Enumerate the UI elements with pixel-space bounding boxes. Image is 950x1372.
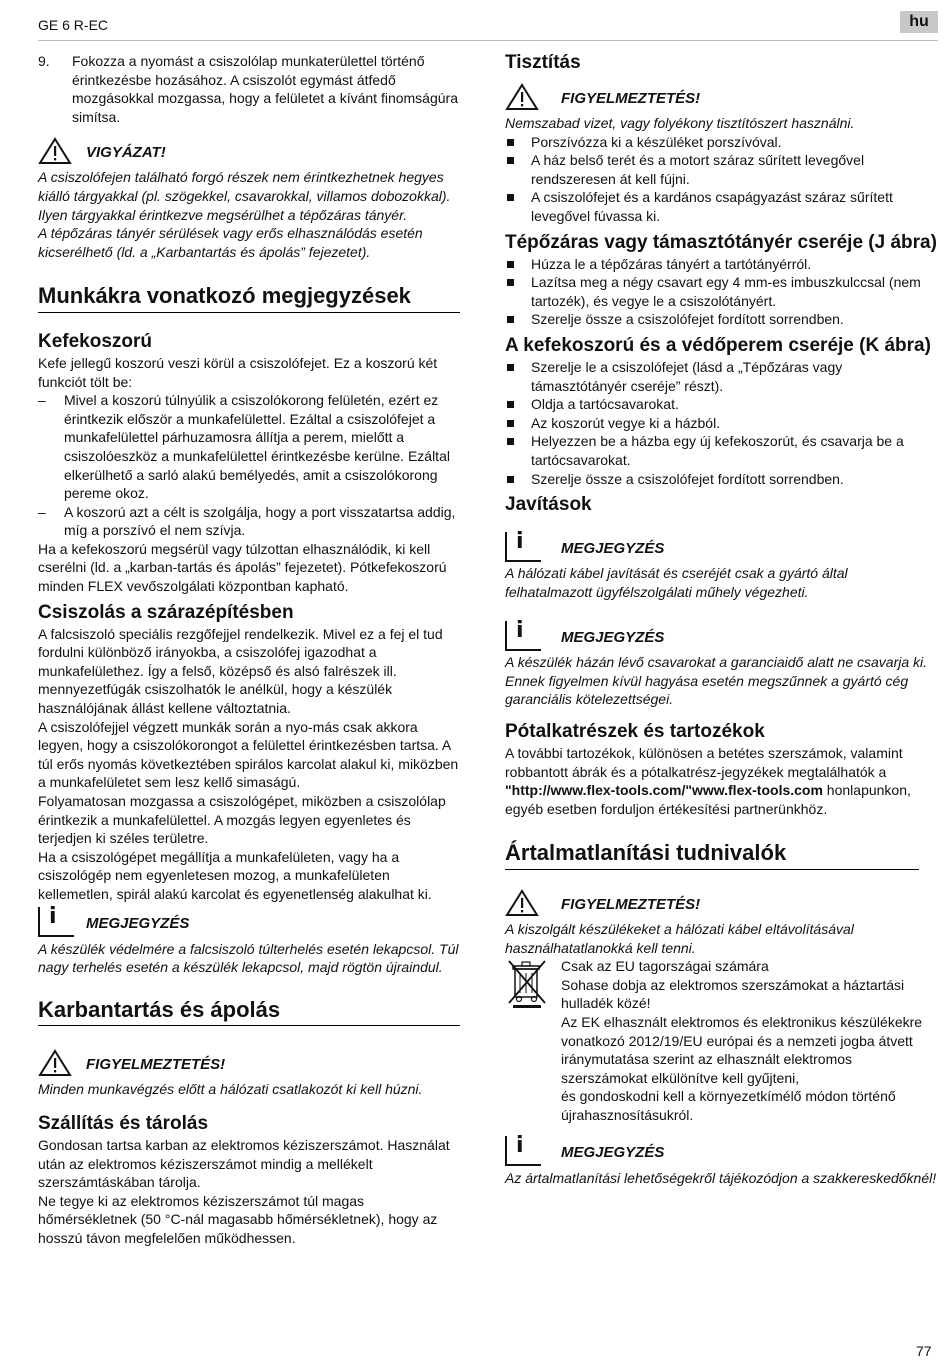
list-item [505, 470, 937, 489]
paragraph: Csak az EU tagországai számára [561, 958, 769, 975]
text-span: honlapunkon, egyéb esetben forduljon értékesítési partnerünkhöz. [505, 782, 911, 817]
heading-transport: Szállítás és tárolás [38, 1112, 209, 1134]
note-label: MEGJEGYZÉS [561, 1144, 665, 1162]
note-header [505, 617, 937, 653]
list-item-text: Szerelje össze a csiszolófejet fordított sorrendben. [531, 470, 844, 487]
website-link[interactable]: "http://www.flex-tools.com/"www.flex-tools.com [505, 782, 823, 799]
left-column [38, 52, 460, 1248]
warning-triangle-icon [38, 1049, 86, 1082]
heading-spare-parts: Pótalkatrészek és tartozékok [505, 721, 765, 743]
paragraph: Sohase dobja az elektromos szerszámokat a háztartási hulladék közé! [561, 976, 905, 1012]
note-text: A hálózati kábel javítását és cseréjét csak a gyártó által felhatalmazott ügyfélszolgálati műhely végezheti. [505, 565, 848, 600]
list-item-text: Az koszorút vegye ki a házból. [531, 414, 721, 431]
paragraph: és gondoskodni kell a környezetkímélő módon történő újrahasznosításukról. [561, 1088, 896, 1123]
paragraph: Ha a kefekoszorú megsérül vagy túlzottan elhasználódik, ki kell cserélni (ld. a „karban-tartás és ápolás” fejezetet). Pótkefekoszorú minden FLEX vevőszolgálati központban kapható. [38, 540, 447, 595]
section-title-work-notes: Munkákra vonatkozó megjegyzések [38, 287, 460, 313]
paragraph: Kefe jellegű koszorú veszi körül a csiszolófejet. Ez a koszorú két funkciót tölt be: [38, 354, 438, 390]
paragraph [505, 744, 937, 818]
note-header [505, 528, 937, 564]
heading-kefekoszoru: Kefekoszorú [38, 330, 153, 352]
list-item-text: Húzza le a tépőzáras tányért a tartótányérról. [531, 255, 812, 272]
header-rule [38, 40, 938, 41]
dash-item: – Mivel a koszorú túlnyúlik a csiszolókorong felületén, ezért ez érintkezik először a munkafelülettel. Ezáltal a csiszolófejet a munkafelülettel párhuzamosra állítja a perem, mielőtt a csiszolóeszköz a munkafelülettel érintkezésbe kerülne. Ezáltal elkerülhető a sarló alakú bemélyedés, amit a csiszolókorong pereme okoz. [38, 391, 460, 503]
brush-list [505, 358, 937, 488]
warning-text: Nemszabad vizet, vagy folyékony tisztítószert használni. [505, 115, 855, 131]
paragraph: A csiszolófejjel végzett munkák során a nyo-más csak akkora legyen, hogy a csiszolókorongot a felülettel érintkezésben tartsa. A túl erős nyomás következtében spirálos karcolat alakul ki, miközben a munkafelületet sem lesz kellő simaságú. [38, 718, 459, 791]
heading-repairs: Javítások [505, 494, 592, 516]
paragraph: Ne tegye ki az elektromos kéziszerszámot túl magas hőmérsékletnek (50 °C-nál magasabb hőmérsékletnek), hogy az hosszú távon megfelelően működhessen. [38, 1192, 438, 1246]
header-model: GE 6 R-EC [38, 17, 109, 33]
list-item [505, 358, 937, 395]
heading-drywall: Csiszolás a szárazépítésben [38, 601, 294, 623]
warning-header [505, 84, 937, 114]
warning-label: FIGYELMEZTETÉS! [86, 1056, 226, 1074]
heading-cleaning: Tisztítás [505, 52, 581, 73]
list-item [505, 310, 937, 329]
caution-label: VIGYÁZAT! [86, 144, 166, 162]
list-item [505, 273, 937, 310]
note-label: MEGJEGYZÉS [86, 915, 190, 933]
section-title-maintenance: Karbantartás és ápolás [38, 1001, 460, 1027]
heading-pad-replacement: Tépőzáras vagy támasztótányér cseréje (J ábra) [505, 231, 937, 253]
caution-header [38, 138, 460, 168]
weee-block [505, 957, 937, 1124]
language-badge: hu [900, 11, 938, 33]
paragraph: Gondosan tartsa karban az elektromos kéziszerszámot. Használat után az elektromos kéziszerszámot mindig a mellékelt szerszámtáskában tárolja. [38, 1136, 450, 1191]
list-item-text: A ház belső terét és a motort száraz sűrített levegővel rendszeresen át kell fújni. [531, 152, 865, 187]
warning-label: FIGYELMEZTETÉS! [561, 89, 701, 107]
section-title-disposal: Ártalmatlanítási tudnivalók [505, 844, 919, 870]
list-item-text: A csiszolófejet és a kardános csapágyazást száraz sűrített levegővel fúvassa ki. [531, 189, 893, 224]
list-item-text: Szerelje le a csiszolófejet (lásd a „Tépőzáras vagy támasztótányér cseréje” részt). [531, 358, 843, 394]
warning-triangle-icon [38, 137, 86, 170]
paragraph: A falcsiszoló speciális rezgőfejjel rendelkezik. Mivel ez a fej el tud fordulni különböző irányokba, a csiszolófej igazodhat a munkafelülethez. Így a felső, középső és alsó falrészek ill. mennyezetfúgák csiszolhatók le anélkül, hogy a készülék használójának állást kellene változtatnia. [38, 625, 443, 717]
note-header [505, 1133, 937, 1169]
list-item [505, 432, 937, 469]
crossed-bin-icon [505, 957, 561, 1124]
note-header [38, 904, 460, 940]
list-item [505, 133, 937, 152]
list-item-text: Oldja a tartócsavarokat. [531, 396, 679, 413]
warning-header [505, 890, 937, 920]
warning-text: A kiszolgált készülékeket a hálózati kábel eltávolításával használhatatlanokká kell tenni. [505, 921, 854, 956]
step-number: 9. [38, 53, 50, 69]
dash-item: – A koszorú azt a célt is szolgálja, hogy a port visszatartsa addig, míg a porszívó el nem szívja. [38, 503, 460, 540]
warning-triangle-icon [505, 83, 561, 116]
right-column [505, 52, 937, 1187]
list-item-text: Lazítsa meg a négy csavart egy 4 mm-es imbuszkulccsal (nem tartozék), és vegye le a csiszolótányért. [531, 274, 921, 309]
list-item-text: Helyezzen be a házba egy új kefekoszorút, és csavarja be a tartócsavarokat. [531, 433, 904, 468]
warning-triangle-icon [505, 889, 561, 922]
list-item [505, 255, 937, 274]
weee-text [561, 957, 937, 1124]
step-9 [38, 52, 460, 126]
info-icon: i [505, 532, 561, 567]
list-item [505, 151, 937, 188]
caution-text: A csiszolófejen található forgó részek nem érintkezhetnek hegyes kiálló tárgyakkal (pl. szögekkel, csavarokkal, villamos dobozokkal). Ilyen tárgyakkal érintkezve megsérülhet a tépőzáras tányér. [38, 169, 451, 223]
note-label: MEGJEGYZÉS [561, 628, 665, 646]
list-item-text: Szerelje össze a csiszolófejet fordított sorrendben. [531, 311, 844, 328]
list-item [505, 188, 937, 225]
heading-brush-replacement: A kefekoszorú és a védőperem cseréje (K ábra) [505, 334, 931, 356]
info-icon: i [505, 621, 561, 656]
pad-list [505, 255, 937, 329]
info-icon: i [505, 1136, 561, 1171]
list-item [505, 395, 937, 414]
page-number: 77 [916, 1343, 932, 1359]
dash-item-text: Mivel a koszorú túlnyúlik a csiszolókorong felületén, ezért ez érintkezik először a munkafelülettel. Ezáltal a csiszolófejet a munkafelülettel párhuzamosra állítja a perem, mielőtt a csiszolóeszköz a munkafelülettel érintkezésbe kerülne. Ezáltal elkerülhető a sarló alakú bemélyedés, amit a csiszolókorong pereme okoz. [64, 392, 450, 502]
paragraph: Ha a csiszológépet megállítja a munkafelületen, vagy ha a csiszológép nem egyenletesen mozog, a munkafelületen kellemetlen, spirál alakú karcolat és egyenetlenség alakulhat ki. [38, 848, 432, 902]
paragraph: Folyamatosan mozgassa a csiszológépet, miközben a csiszolólap érintkezik a munkafelülettel. A mozgás legyen egyenletes és terjedjen ki széles területre. [38, 793, 446, 847]
note-text: Az ártalmatlanítási lehetőségekről tájékozódjon a szakkereskedőknél! [505, 1169, 937, 1186]
list-item [505, 414, 937, 433]
list-item-text: Porszívózza ki a készüléket porszívóval. [531, 133, 782, 150]
paragraph: Az EK elhasznált elektromos és elektronikus készülékekre vonatkozó 2012/19/EU európai és a nemzeti jogba átvett iránymutatása szerint az elhasznált elektromos szerszámokat elkülönítve kell gyűjteni, [561, 1014, 923, 1086]
info-icon: i [38, 907, 86, 942]
warning-text: Minden munkavégzés előtt a hálózati csatlakozót ki kell húzni. [38, 1081, 423, 1098]
text-span: A további tartozékok, különösen a betétes szerszámok, valamint robbantott ábrák és a pótalkatrész-jegyzékek megtalálhatók a [505, 745, 903, 780]
dash-item-text: A koszorú azt a célt is szolgálja, hogy a port visszatartsa addig, míg a porszívó el nem szívja. [64, 503, 456, 539]
warning-label: FIGYELMEZTETÉS! [561, 895, 701, 913]
note-label: MEGJEGYZÉS [561, 539, 665, 557]
warning-header [38, 1050, 460, 1080]
note-text: A készülék házán lévő csavarokat a garanciaidő alatt ne csavarja ki. Ennek figyelmen kívül hagyása esetén megszűnnek a gyártó cég garanciális kötelezettségei. [505, 654, 928, 708]
cleaning-list [505, 133, 937, 226]
note-text: A készülék védelmére a falcsiszoló túlterhelés esetén lekapcsol. Túl nagy terhelés esetén a készülék lekapcsol, majd rögtön újraindul. [38, 940, 459, 976]
step-text: Fokozza a nyomást a csiszolólap munkaterülettel történő érintkezésbe hozásához. A csiszolót egymást átfedő mozgásokkal mozgassa, hogy a felületet a kívánt finomságúra simítsa. [72, 53, 458, 125]
caution-text-2: A tépőzáras tányér sérülések vagy erős elhasználódás esetén kicserélhető (ld. a „Karbantartás és ápolás” fejezetet). [38, 225, 423, 260]
